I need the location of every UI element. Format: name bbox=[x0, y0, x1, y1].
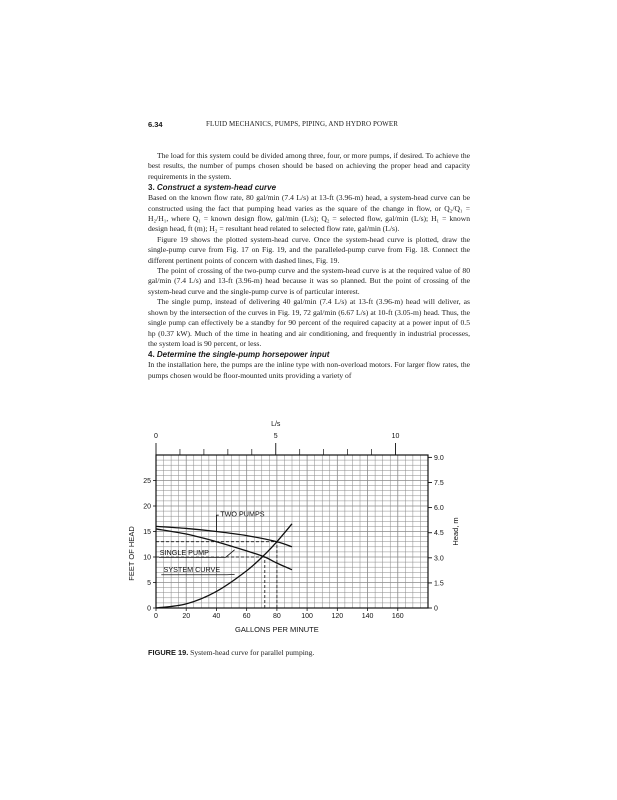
y-axis-label: FEET OF HEAD bbox=[127, 526, 136, 581]
system-curve-label: SYSTEM CURVE bbox=[163, 565, 221, 575]
top-axis-tick-label: 0 bbox=[154, 433, 158, 440]
paragraph-3c: The point of crossing of the two-pump curve and the system-head curve is at the required value of 80 gal/min (7.4 L/s) and 13-ft (3.96-m) head because it was so planned. But the point of crossing of the system-head curve and the single-pump curve is of particular interest. bbox=[148, 266, 470, 296]
x-tick-label: 120 bbox=[331, 613, 344, 620]
paragraph-4a: In the installation here, the pumps are the inline type with non-overload motors. For larger flow rates, the pumps chosen would be floor-mounted units providing a variety of bbox=[148, 360, 470, 380]
top-axis-label: L/s bbox=[271, 421, 281, 428]
two-pumps-leader bbox=[216, 515, 218, 531]
figure-caption bbox=[148, 648, 470, 657]
y-tick-label: 25 bbox=[143, 478, 151, 485]
two-pumps-label: TWO PUMPS bbox=[220, 509, 265, 519]
caption-text: System-head curve for parallel pumping. bbox=[190, 648, 315, 657]
x-tick-label: 40 bbox=[212, 613, 221, 620]
single-pump-label: SINGLE PUMP bbox=[159, 547, 209, 557]
x-tick-label: 140 bbox=[361, 613, 374, 620]
right-axis-tick-label: 6.0 bbox=[434, 505, 444, 513]
right-axis-tick-label: 1.5 bbox=[434, 580, 444, 588]
single-pump-leader bbox=[226, 550, 235, 558]
caption-label: FIGURE 19. bbox=[148, 648, 189, 657]
right-axis-tick-label: 9.0 bbox=[434, 454, 444, 462]
right-axis-tick-label: 3.0 bbox=[434, 555, 444, 563]
right-axis-tick-label: 4.5 bbox=[434, 530, 444, 538]
top-axis-tick-label: 5 bbox=[273, 433, 278, 440]
x-tick-label: 100 bbox=[301, 613, 313, 620]
x-axis-label: GALLONS PER MINUTE bbox=[234, 625, 319, 634]
chart-grid bbox=[156, 455, 428, 608]
top-axis-tick-label: 10 bbox=[391, 433, 400, 440]
page-number: 6.34 bbox=[148, 120, 163, 129]
step-3-number: 3. bbox=[148, 183, 155, 193]
step-4-title: Determine the single-pump horsepower input bbox=[156, 350, 330, 360]
y-tick-label: 15 bbox=[143, 529, 151, 536]
paragraph-intro: The load for this system could be divided among three, four, or more pumps, if desired. To achieve the best results, the number of pumps chosen should be based on achieving the proper head and capacity requirements in the system. bbox=[148, 151, 470, 181]
x-tick-label: 160 bbox=[391, 613, 404, 620]
right-axis-tick-label: 0 bbox=[434, 605, 438, 613]
x-tick-label: 80 bbox=[272, 613, 281, 620]
x-tick-label: 20 bbox=[182, 613, 191, 620]
right-axis-label: Head, m bbox=[451, 517, 460, 546]
paragraph-3a: Based on the known flow rate, 80 gal/min (7.4 L/s) at 13-ft (3.96-m) head, a system-head curve can be constructed using the fact that pumping head varies as the square of the change in flow, or Q₂/Q₁ = H₂/H₁, where Q₁ = known design flow, gal/min (L/s); Q₂ = selected flow, gal/min (L/s); H₁ = known design head, ft (m); H₂ = resultant head related to selected flow rate, gal/min (L/s). bbox=[148, 193, 470, 234]
running-title: FLUID MECHANICS, PUMPS, PIPING, AND HYDRO POWER bbox=[206, 120, 398, 128]
y-tick-label: 20 bbox=[143, 503, 151, 511]
x-tick-label: 60 bbox=[242, 613, 251, 620]
right-axis-tick-label: 7.5 bbox=[434, 479, 444, 487]
step-3-title: Construct a system-head curve bbox=[156, 183, 277, 193]
paragraph-3d: The single pump, instead of delivering 40 gal/min (7.4 L/s) at 13-ft (3.96-m) head will deliver, as shown by the intersection of the curves in Fig. 19, 72 gal/min (6.67 L/s) at 10-ft (3.05-m) head. Thus, the single pump can effectively be a standby for 90 percent of the required capacity at a power input of 0.5 hp (0.37 kW). Much of the time in heating and air conditioning, and frequently in industrial processes, the system load is 90 percent, or less. bbox=[148, 297, 470, 348]
y-tick-label: 10 bbox=[143, 554, 151, 562]
y-tick-label: 5 bbox=[147, 580, 151, 587]
x-tick-label: 0 bbox=[154, 613, 158, 620]
step-4-number: 4. bbox=[148, 350, 155, 360]
y-tick-label: 0 bbox=[147, 605, 151, 613]
paragraph-3b: Figure 19 shows the plotted system-head curve. Once the system-head curve is plotted, draw the single-pump curve from Fig. 17 on Fig. 19, and the paralleled-pump curve from Fig. 18. Connect the different pertinent points of concern with dashed lines, Fig. 19. bbox=[148, 234, 470, 265]
